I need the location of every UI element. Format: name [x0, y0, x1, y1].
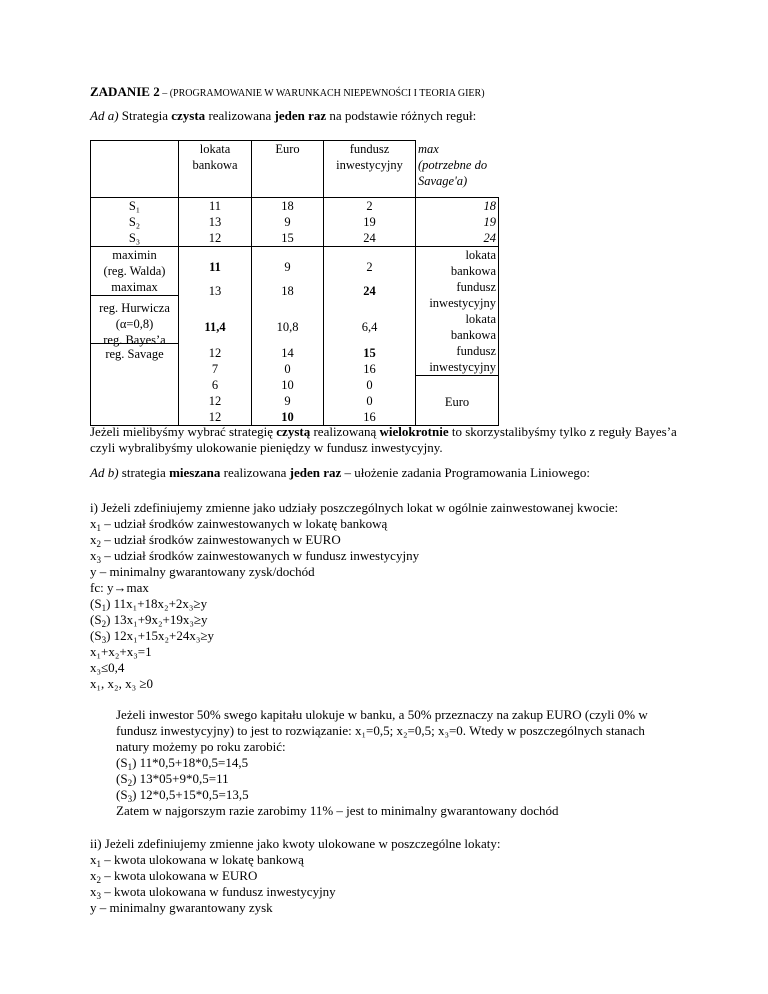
example-line-2: fundusz inwestycyjny) to jest to rozwiązanie: x₁=0,5; x₂=0,5; x₃=0. Wtedy w poszczególnych stanach: [116, 723, 645, 738]
var-y-amount: y – minimalny gwarantowany zysk: [90, 900, 273, 915]
cell-value: 24: [483, 231, 496, 245]
hurwicza-cell: [252, 301, 323, 345]
cell-value: 6: [211, 378, 219, 392]
row-label: maximin: [112, 248, 157, 262]
text-span: na podstawie różnych reguł:: [326, 108, 477, 123]
header-text: lokata: [199, 142, 231, 156]
results-block: [416, 247, 498, 376]
var-desc: – udział środków zainwestowanych w lokatę bankową: [104, 516, 388, 531]
header-fundusz: [324, 141, 416, 198]
rules-euro: [252, 247, 324, 426]
header-text: fundusz: [349, 142, 390, 156]
constraint-nonneg: x₁, x₂, x₃ ≥0: [90, 676, 153, 691]
table-header-row: [91, 141, 499, 198]
result-text: bankowa: [450, 328, 496, 342]
cell-value: 18: [281, 284, 294, 298]
constraint-s3: $(S_3)$ 12x₁+15x₂+24x₃≥y: [90, 628, 215, 645]
cell-value: 2: [366, 199, 373, 213]
walda-cell: [324, 247, 415, 279]
text-span: realizowaną: [310, 424, 380, 439]
corner-cell: [91, 141, 179, 198]
row-label: reg. Savage: [105, 347, 164, 361]
bayes-savage-cells: [252, 345, 323, 425]
cell-value: 13: [208, 215, 222, 229]
text-span: strategia: [118, 465, 170, 480]
text-span: Jeżeli mielibyśmy wybrać strategię: [90, 424, 277, 439]
constraint-text: 11x₁+18x₂+2x₃≥y: [113, 596, 208, 611]
cell-value: 24: [363, 231, 376, 245]
cell-value: 10,8: [276, 320, 299, 334]
header-text: bankowa: [192, 158, 238, 172]
result-text: inwestycyjny: [429, 360, 496, 374]
text-span: to skorzystalibyśmy tylko z reguły Bayes’a: [448, 424, 677, 439]
task-subject: – (PROGRAMOWANIE W WARUNKACH NIEPEWNOŚCI I TEORIA GIER): [159, 88, 485, 99]
var-x3: $x_3$ – udział środków zainwestowanych w fundusz inwestycyjny: [90, 548, 420, 565]
cell-value: 18: [483, 199, 496, 213]
header-euro: [252, 141, 324, 198]
constraint-s2: $(S_2)$ 13x₁+9x₂+19x₃≥y: [90, 612, 208, 629]
task-heading: [90, 84, 485, 102]
result-text: fundusz: [456, 344, 496, 358]
header-text: inwestycyjny: [336, 158, 403, 172]
decision-table: [90, 140, 499, 426]
conclusion-line-2: czyli wybralibyśmy ulokowanie pieniędzy w fundusz inwestycyjny.: [90, 440, 443, 455]
cell-value: 15: [363, 346, 376, 360]
cell-value: 18: [281, 199, 294, 213]
calc-text: 11*0,5+18*0,5=14,5: [139, 755, 249, 770]
maximax-cell: [179, 279, 251, 301]
row-label: S₁: [128, 199, 141, 213]
var-x3-amount: $x_3$ – kwota ulokowana w fundusz inwestycyjny: [90, 884, 336, 901]
cell-value: 16: [363, 410, 376, 424]
states-lokata: [179, 198, 252, 247]
cell-value: 11: [208, 199, 222, 213]
cell-value: 0: [284, 362, 291, 376]
example-s3: $(S_3)$ 12*0,5+15*0,5=13,5: [116, 787, 249, 804]
cell-value: 2: [366, 260, 373, 274]
cell-value: 13: [208, 284, 222, 298]
var-desc: – udział środków zainwestowanych w EURO: [104, 532, 341, 547]
result-text: fundusz: [456, 280, 496, 294]
cell-value: 9: [284, 394, 291, 408]
text-span: realizowana: [205, 108, 275, 123]
constraint-sum: x₁+x₂+x₃=1: [90, 644, 152, 659]
cell-value: 9: [284, 215, 291, 229]
cell-value: 19: [363, 215, 376, 229]
row-label: S₂: [128, 215, 141, 229]
cell-value: 7: [211, 362, 219, 376]
label-walda-block: [91, 247, 178, 296]
hurwicza-cell: [179, 301, 251, 345]
section-a-label: Ad a): [90, 108, 119, 123]
header-max: [416, 141, 499, 198]
bayes-savage-cells: [324, 345, 415, 425]
var-x2-amount: $x_2$ – kwota ulokowana w EURO: [90, 868, 258, 885]
states-labels: [91, 198, 179, 247]
calc-text: 13*05+9*0,5=11: [139, 771, 229, 786]
row-label: reg. Hurwicza: [99, 301, 170, 315]
bold-mixed: mieszana: [169, 465, 221, 480]
rules-fundusz: [324, 247, 416, 426]
header-text: max: [418, 141, 439, 156]
cell-value: 10: [281, 378, 294, 392]
result-text: bankowa: [450, 264, 496, 278]
states-fundusz: [324, 198, 416, 247]
conclusion-line-1: [90, 424, 677, 440]
label-hurwicza-block: [91, 296, 178, 347]
cell-value: 10: [281, 410, 294, 424]
header-text: Savage'a): [418, 173, 468, 188]
var-desc: – udział środków zainwestowanych w fundusz inwestycyjny: [104, 548, 420, 563]
bold-pure: czysta: [171, 108, 206, 123]
walda-cell: [252, 247, 323, 279]
calc-text: 12*0,5+15*0,5=13,5: [139, 787, 249, 802]
walda-cell: [179, 247, 251, 279]
cell-value: 6,4: [361, 320, 378, 334]
var-x1-amount: $x_1$ – kwota ulokowana w lokatę bankową: [90, 852, 304, 869]
cell-value: 0: [366, 394, 373, 408]
cell-value: 24: [363, 284, 376, 298]
result-text: lokata: [465, 312, 496, 326]
header-text: Euro: [275, 142, 300, 156]
result-text: lokata: [465, 248, 496, 262]
cell-value: 9: [284, 260, 291, 274]
objective: fc: y→max: [90, 580, 149, 595]
example-s2: $(S_2)$ 13*05+9*0,5=11: [116, 771, 229, 788]
var-desc: – kwota ulokowana w fundusz inwestycyjny: [104, 884, 336, 899]
bold-pure: czystą: [276, 424, 311, 439]
rules-results: [416, 247, 499, 426]
row-label: (reg. Walda): [103, 264, 166, 278]
constraint-s1: $(S_1)$ 11x₁+18x₂+2x₃≥y: [90, 596, 208, 613]
result-text: inwestycyjny: [429, 296, 496, 310]
part-i-intro: i) Jeżeli zdefiniujemy zmienne jako udziały poszczególnych lokat w ogólnie zainwestowanej kwocie:: [90, 500, 619, 515]
section-b-label: Ad b): [90, 465, 119, 480]
var-desc: – kwota ulokowana w EURO: [104, 868, 258, 883]
example-line-1: Jeżeli inwestor 50% swego kapitału ulokuje w banku, a 50% przeznaczy na zakup EURO (czyli 0% w: [116, 707, 648, 722]
cell-value: 0: [366, 378, 373, 392]
states-euro: [252, 198, 324, 247]
example-s1: $(S_1)$ 11*0,5+18*0,5=14,5: [116, 755, 249, 772]
var-x1: $x_1$ – udział środków zainwestowanych w lokatę bankową: [90, 516, 388, 533]
bold-once: jeden raz: [289, 465, 342, 480]
text-span: – ułożenie zadania Programowania Liniowego:: [341, 465, 591, 480]
table-rules-row: [91, 247, 499, 426]
cell-value: 12: [208, 231, 222, 245]
row-label: S₃: [128, 231, 141, 245]
euro-result-cell: [416, 376, 498, 410]
part-ii-intro: ii) Jeżeli zdefiniujemy zmienne jako kwoty ulokowane w poszczególne lokaty:: [90, 836, 501, 851]
cell-value: 11,4: [204, 320, 226, 334]
table-states-row: [91, 198, 499, 247]
maximax-cell: [324, 279, 415, 301]
example-line-7: Zatem w najgorszym razie zarobimy 11% – jest to minimalny gwarantowany dochód: [116, 803, 559, 818]
constraint-text: 13x₁+9x₂+19x₃≥y: [113, 612, 208, 627]
section-b-intro: [90, 465, 590, 481]
header-lokata: [179, 141, 252, 198]
section-a-intro: [90, 108, 476, 124]
states-max: [416, 198, 499, 247]
var-desc: – kwota ulokowana w lokatę bankową: [104, 852, 304, 867]
bold-once: jeden raz: [274, 108, 327, 123]
text-span: realizowana: [220, 465, 290, 480]
var-y: y – minimalny gwarantowany zysk/dochód: [90, 564, 315, 579]
rules-lokata: [179, 247, 252, 426]
result-text: Euro: [444, 395, 470, 409]
constraint-text: 12x₁+15x₂+24x₃≥y: [113, 628, 215, 643]
bayes-savage-cells: [179, 345, 251, 425]
task-number: ZADANIE 2: [90, 84, 160, 99]
hurwicza-cell: [324, 301, 415, 345]
cell-value: 11: [209, 260, 221, 274]
label-savage-block: [91, 344, 178, 410]
constraint-x3: x₃≤0,4: [90, 660, 125, 675]
row-label: (α=0,8): [115, 317, 154, 331]
cell-value: 14: [281, 346, 294, 360]
cell-value: 15: [281, 231, 294, 245]
cell-value: 12: [208, 410, 222, 424]
header-text: (potrzebne do: [418, 157, 488, 172]
row-label: reg. Bayes’a: [103, 333, 166, 347]
var-x2: $x_2$ – udział środków zainwestowanych w EURO: [90, 532, 341, 549]
cell-value: 16: [363, 362, 376, 376]
cell-value: 12: [208, 346, 222, 360]
bold-repeated: wielokrotnie: [379, 424, 449, 439]
cell-value: 19: [483, 215, 496, 229]
rules-labels: [91, 247, 179, 426]
maximax-cell: [252, 279, 323, 301]
text-span: Strategia: [118, 108, 172, 123]
example-line-3: natury możemy po roku zarobić:: [116, 739, 286, 754]
cell-value: 12: [208, 394, 222, 408]
row-label: maximax: [111, 280, 158, 294]
